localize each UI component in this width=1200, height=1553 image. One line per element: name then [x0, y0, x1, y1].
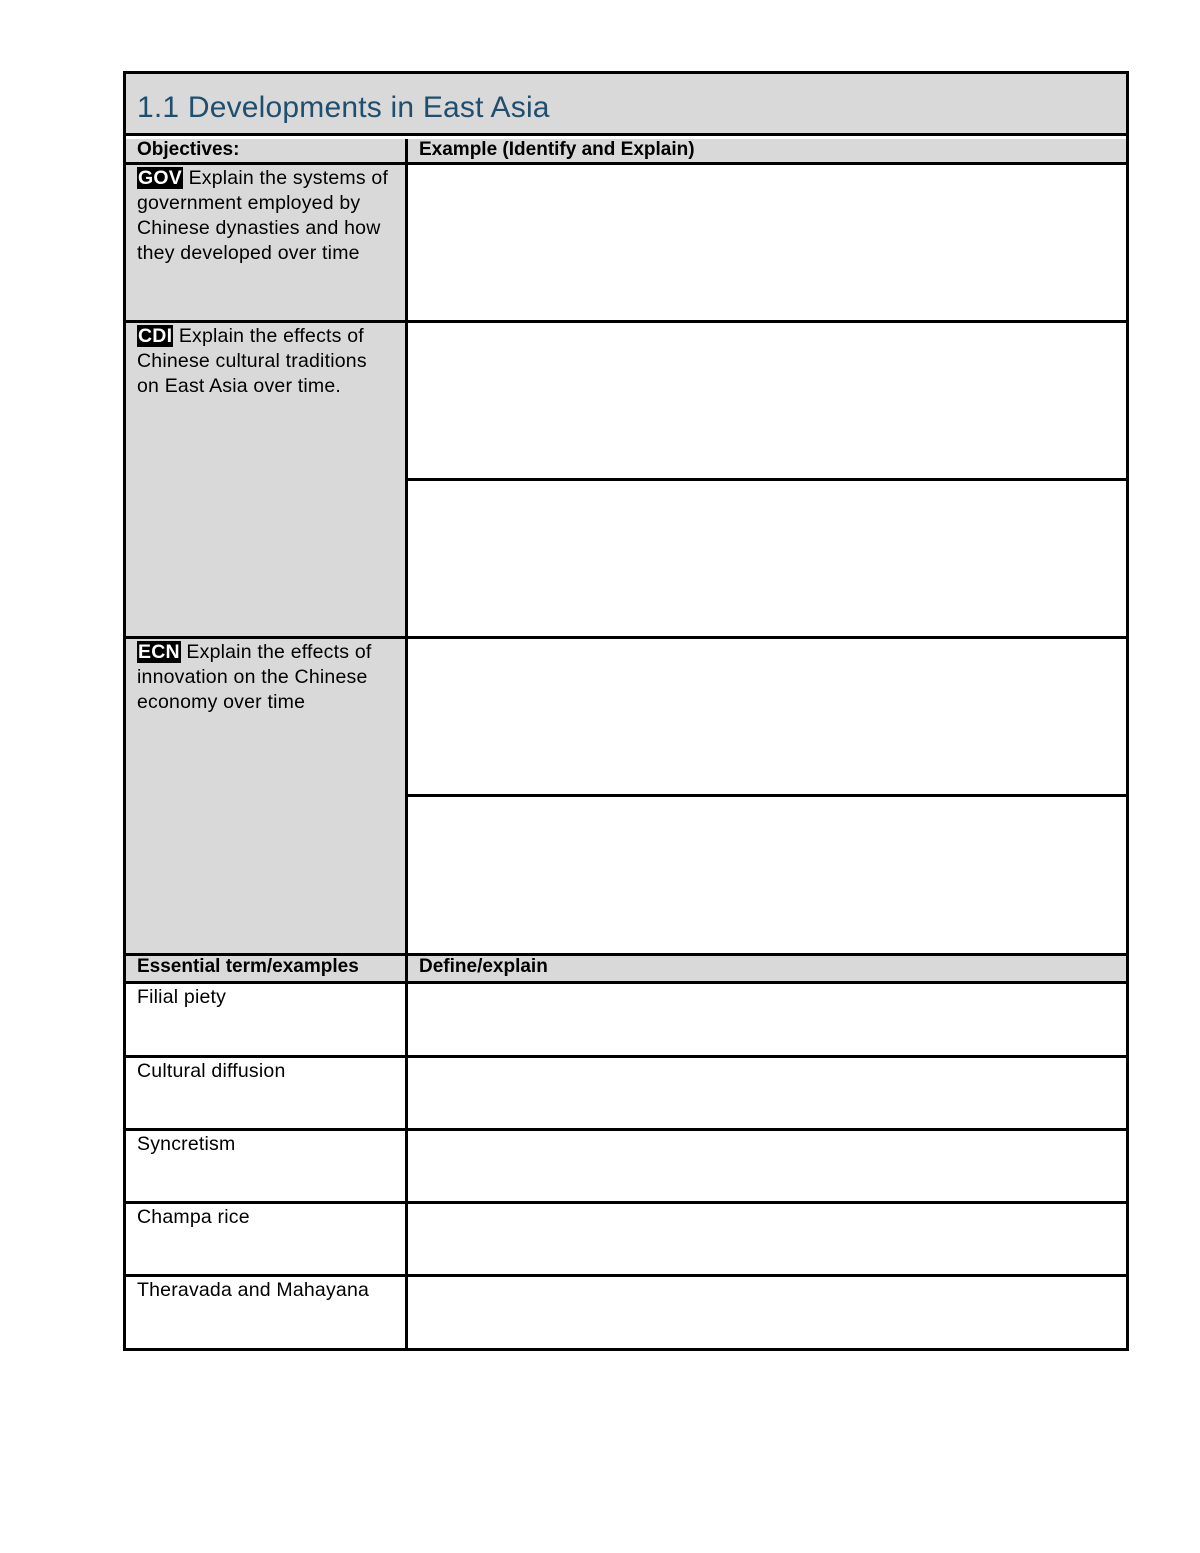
cdi-tag: CDI — [138, 325, 173, 347]
terms-header: Essential term/examples — [126, 956, 405, 984]
term-cell: Theravada and Mahayana — [137, 1279, 370, 1301]
worksheet-table — [123, 71, 1129, 1351]
objective-ecn — [126, 639, 405, 953]
gov-tag: GOV — [138, 167, 182, 189]
definition-field[interactable] — [408, 1131, 1126, 1201]
objective-gov — [126, 165, 405, 320]
example-answer-gov[interactable] — [408, 165, 1126, 320]
term-cell: Champa rice — [137, 1206, 250, 1228]
example-answer-cdi-2[interactable] — [408, 481, 1126, 636]
objective-gov-text: Explain the systems of government employed by Chinese dynasties and how they developed over time — [137, 167, 389, 264]
definition-field[interactable] — [408, 1204, 1126, 1274]
objective-cdi-text: Explain the effects of Chinese cultural traditions on East Asia over time. — [137, 325, 367, 397]
define-header: Define/explain — [408, 956, 1126, 984]
row-divider — [126, 953, 1126, 956]
row-divider — [126, 320, 1126, 323]
row-divider — [126, 1274, 1126, 1277]
objectives-header: Objectives: — [126, 139, 405, 165]
page-title: 1.1 Developments in East Asia — [137, 91, 550, 124]
term-cell: Syncretism — [137, 1133, 236, 1155]
example-answer-ecn-1[interactable] — [408, 639, 1126, 794]
definition-field[interactable] — [408, 984, 1126, 1055]
term-cell: Cultural diffusion — [137, 1060, 286, 1082]
row-divider — [126, 636, 1126, 639]
title-row — [126, 74, 1126, 136]
objective-ecn-text: Explain the effects of innovation on the Chinese economy over time — [137, 641, 372, 713]
example-header: Example (Identify and Explain) — [408, 139, 1126, 165]
row-divider — [408, 794, 1126, 797]
term-cell: Filial piety — [137, 986, 227, 1008]
example-answer-ecn-2[interactable] — [408, 797, 1126, 953]
definition-field[interactable] — [408, 1058, 1126, 1128]
row-divider — [408, 478, 1126, 481]
example-answer-cdi-1[interactable] — [408, 323, 1126, 478]
objective-cdi — [126, 323, 405, 636]
definition-field[interactable] — [408, 1277, 1126, 1348]
ecn-tag: ECN — [138, 641, 180, 663]
row-divider — [126, 1201, 1126, 1204]
row-divider — [126, 1128, 1126, 1131]
row-divider — [126, 1055, 1126, 1058]
